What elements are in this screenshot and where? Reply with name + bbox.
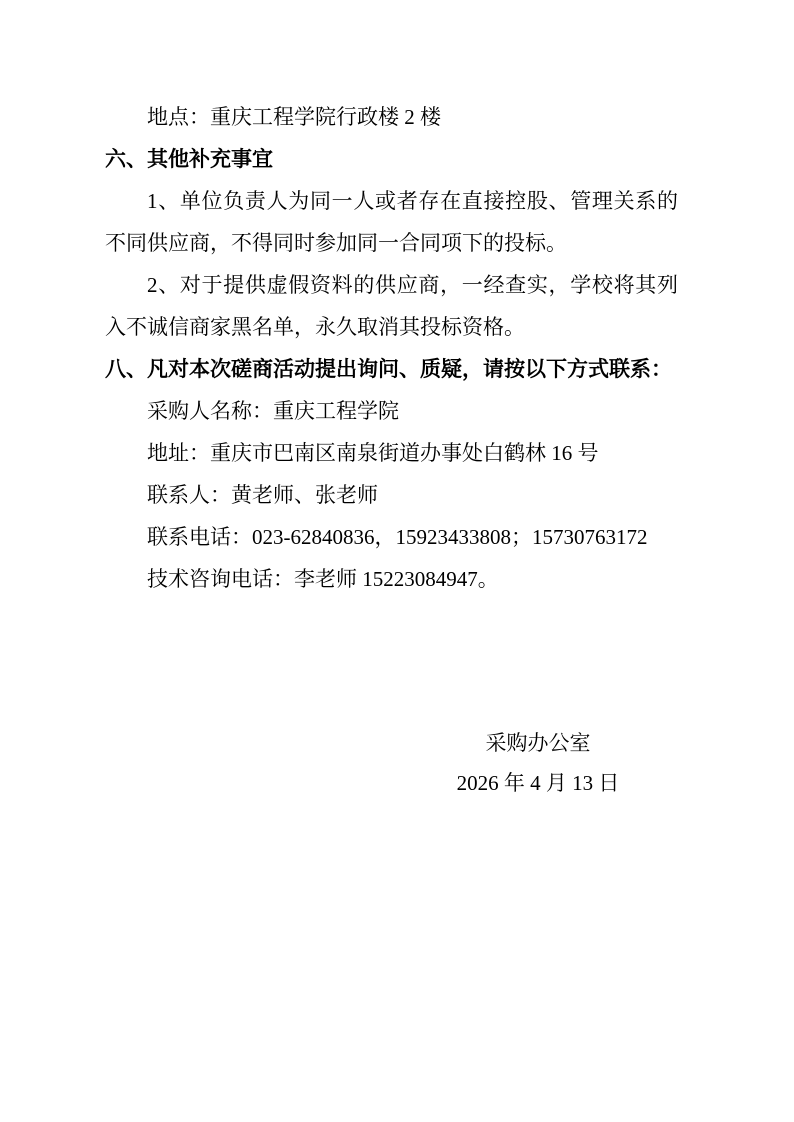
signature-office: 采购办公室	[485, 731, 591, 755]
section-6-heading: 六、其他补充事宜	[105, 147, 273, 171]
purchaser-name-line: 采购人名称：重庆工程学院	[147, 399, 399, 423]
section-8-heading: 八、凡对本次磋商活动提出询问、质疑，请按以下方式联系：	[105, 357, 672, 381]
contact-person-line: 联系人：黄老师、张老师	[147, 483, 378, 507]
signature-date: 2026 年 4 月 13 日	[456, 771, 620, 795]
meeting-location-line: 地点：重庆工程学院行政楼 2 楼	[147, 105, 441, 129]
signature-block	[388, 723, 688, 803]
section-6-item-2: 2、对于提供虚假资料的供应商，一经查实，学校将其列入不诚信商家黑名单，永久取消其投标资格。	[105, 273, 678, 339]
address-line: 地址：重庆市巴南区南泉街道办事处白鹤林 16 号	[147, 441, 599, 465]
contact-phone-line: 联系电话：023-62840836，15923433808；15730763172	[147, 525, 648, 549]
section-6-item-1: 1、单位负责人为同一人或者存在直接控股、管理关系的不同供应商，不得同时参加同一合同项下的投标。	[105, 189, 678, 255]
tech-consult-phone-line: 技术咨询电话：李老师 15223084947。	[147, 567, 499, 591]
